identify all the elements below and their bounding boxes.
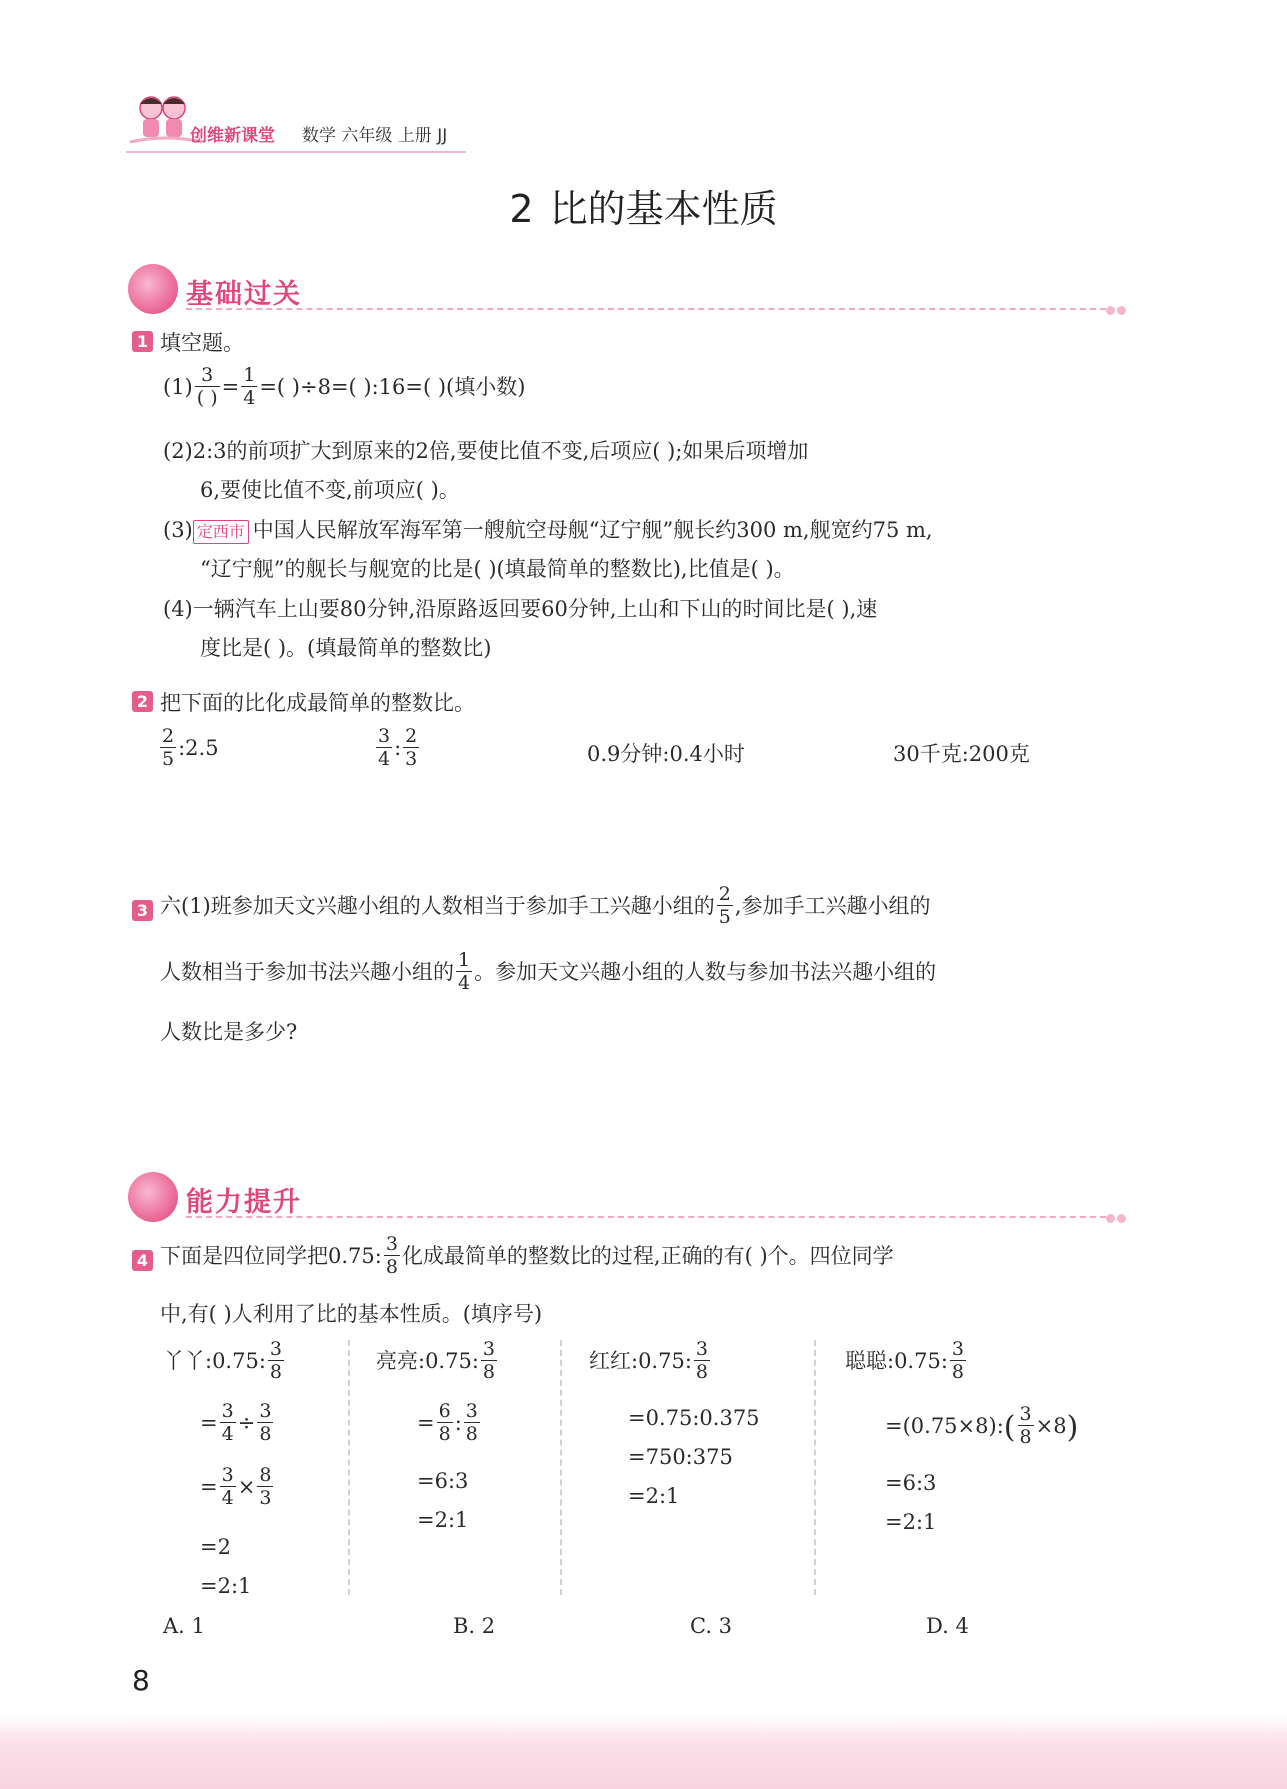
fraction-denominator: ( )	[196, 387, 218, 409]
fraction-denominator: 4	[378, 748, 391, 770]
paren-left: (	[1003, 1410, 1016, 1445]
fraction-numerator: 3	[201, 364, 214, 386]
section-dots-icon	[1104, 1208, 1126, 1227]
section-mascot-icon	[128, 1172, 178, 1222]
option-a: A. 1	[163, 1614, 205, 1638]
student-name: 红红:0.75:	[589, 1349, 692, 1373]
student-yaya-step: =2	[200, 1535, 231, 1559]
fraction-denominator: 4	[221, 1423, 234, 1445]
question-marker: 3	[132, 900, 153, 921]
fraction	[384, 1233, 400, 1278]
fraction-denominator: 4	[458, 972, 471, 994]
fraction-denominator: 8	[259, 1423, 272, 1445]
ratio-sign: :	[394, 736, 402, 760]
q1-part4-line2: 度比是( )。(填最简单的整数比)	[200, 636, 492, 660]
step-text: ×8	[1035, 1414, 1067, 1438]
header-underline	[126, 151, 466, 153]
student-liangliang-step: =6:3	[417, 1469, 469, 1493]
column-divider	[814, 1340, 816, 1595]
q3-text: 六(1)班参加天文兴趣小组的人数相当于参加手工兴趣小组的	[160, 894, 715, 918]
fraction-numerator: 3	[482, 1338, 496, 1360]
q1-part4-line1: (4)一辆汽车上山要80分钟,沿原路返回要60分钟,上山和下山的时间比是( ),速	[163, 597, 878, 621]
q4-text: 下面是四位同学把0.75:	[160, 1244, 382, 1268]
fraction	[220, 1400, 236, 1445]
q1-part3-line2: “辽宁舰”的舰长与舰宽的比是( )(填最简单的整数比),比值是( )。	[200, 557, 795, 581]
fraction-numerator: 3	[1019, 1403, 1032, 1425]
q1-part2-line1: (2)2:3的前项扩大到原来的2倍,要使比值不变,后项应( );如果后项增加	[163, 439, 809, 463]
column-divider	[348, 1340, 350, 1595]
q3-line1	[160, 885, 931, 930]
fraction-numerator: 3	[269, 1338, 283, 1360]
question-marker: 2	[132, 691, 153, 712]
q1-part3-text: 中国人民解放军海军第一艘航空母舰“辽宁舰”舰长约300 m,舰宽约75 m,	[252, 518, 933, 542]
fraction	[376, 725, 392, 770]
q1-part2-line2: 6,要使比值不变,前项应( )。	[200, 478, 460, 502]
q2-item-1-rest: :2.5	[178, 736, 219, 760]
student-congcong-step	[885, 1405, 1078, 1450]
fraction-denominator: 5	[718, 906, 731, 928]
fraction	[220, 1464, 236, 1509]
fraction	[481, 1338, 497, 1383]
q4-line2: 中,有( )人利用了比的基本性质。(填序号)	[160, 1302, 543, 1326]
fraction-denominator: 8	[695, 1361, 709, 1383]
fraction	[257, 1464, 273, 1509]
operator: ÷	[237, 1411, 256, 1435]
fraction-numerator: 3	[951, 1338, 965, 1360]
q1-part1-rest: =( )÷8=( ):16=( )(填小数)	[259, 375, 526, 399]
student-congcong-step: =6:3	[885, 1471, 937, 1495]
fraction-denominator: 5	[162, 748, 175, 770]
q1-part1-label: (1)	[163, 375, 193, 399]
section-mascot-icon	[128, 264, 178, 314]
question-marker: 1	[132, 331, 153, 352]
fraction-numerator: 3	[465, 1400, 478, 1422]
student-honghong-step: =2:1	[628, 1484, 680, 1508]
q3-text: ,参加手工兴趣小组的	[734, 894, 931, 918]
student-yaya-step	[200, 1466, 275, 1511]
equals-sign: =	[200, 1475, 218, 1499]
q1-part3-label: (3)	[163, 518, 193, 542]
student-yaya-step	[200, 1402, 275, 1447]
student-yaya-header	[163, 1340, 286, 1385]
section-dots-icon	[1104, 300, 1126, 319]
q1-part1	[163, 366, 525, 411]
fraction-numerator: 1	[243, 364, 256, 386]
q2-item-4: 30千克:200克	[893, 742, 1030, 766]
q1-stem: 填空题。	[160, 331, 244, 355]
student-yaya-step: =2:1	[200, 1574, 252, 1598]
operator: ×	[237, 1475, 256, 1499]
column-divider	[560, 1340, 562, 1595]
q3-line3: 人数比是多少?	[160, 1020, 298, 1044]
paren-right: )	[1066, 1410, 1079, 1445]
fraction-denominator: 3	[405, 748, 418, 770]
footer-band	[0, 1715, 1287, 1789]
option-d: D. 4	[926, 1614, 969, 1638]
fraction-numerator: 3	[259, 1400, 272, 1422]
fraction	[195, 364, 220, 409]
student-liangliang-step	[417, 1402, 482, 1447]
fraction	[257, 1400, 273, 1445]
fraction-denominator: 8	[385, 1256, 398, 1278]
q3-text: 人数相当于参加书法兴趣小组的	[160, 960, 454, 984]
fraction-numerator: 3	[695, 1338, 709, 1360]
step-text: =(0.75×8):	[885, 1414, 1004, 1438]
fraction	[437, 1400, 453, 1445]
fraction-denominator: 8	[269, 1361, 283, 1383]
equals-sign: =	[221, 375, 240, 399]
operator: :	[454, 1411, 462, 1435]
student-congcong-step: =2:1	[885, 1510, 937, 1534]
page-number: 8	[132, 1664, 150, 1697]
fraction	[241, 364, 257, 409]
fraction-numerator: 2	[718, 883, 731, 905]
fraction	[268, 1338, 284, 1383]
fraction	[403, 725, 419, 770]
section-title-advanced: 能力提升	[186, 1187, 302, 1218]
fraction-numerator: 3	[385, 1233, 398, 1255]
fraction-numerator: 6	[438, 1400, 451, 1422]
student-honghong-step: =750:375	[628, 1445, 733, 1469]
q3-line2	[160, 951, 936, 996]
fraction-numerator: 8	[259, 1464, 272, 1486]
student-honghong-step: =0.75:0.375	[628, 1406, 760, 1430]
student-name: 丫丫:0.75:	[163, 1349, 266, 1373]
fraction-denominator: 4	[221, 1487, 234, 1509]
question-marker: 4	[132, 1250, 153, 1271]
lesson-title	[0, 178, 1287, 233]
student-name: 聪聪:0.75:	[845, 1349, 948, 1373]
fraction-numerator: 3	[221, 1464, 234, 1486]
region-tag: 定西市	[193, 520, 249, 544]
fraction	[160, 725, 176, 770]
equals-sign: =	[200, 1411, 218, 1435]
fraction-numerator: 2	[162, 725, 175, 747]
fraction-denominator: 3	[259, 1487, 272, 1509]
section-divider	[186, 308, 1106, 310]
q2-item-1	[158, 727, 219, 772]
student-liangliang-header	[376, 1340, 499, 1385]
equals-sign: =	[417, 1411, 435, 1435]
fraction-numerator: 3	[378, 725, 391, 747]
option-b: B. 2	[453, 1614, 496, 1638]
fraction	[464, 1400, 480, 1445]
lesson-title-text: 比的基本性质	[549, 187, 778, 231]
section-title-basic: 基础过关	[186, 279, 302, 310]
student-honghong-header	[589, 1340, 712, 1385]
q4-line1	[160, 1235, 894, 1280]
lesson-number: 2	[509, 187, 534, 231]
fraction-denominator: 8	[951, 1361, 965, 1383]
q3-text: 。参加天文兴趣小组的人数与参加书法兴趣小组的	[474, 960, 937, 984]
fraction-denominator: 8	[465, 1423, 478, 1445]
fraction	[456, 949, 472, 994]
q1-part3-line1	[163, 514, 933, 544]
q2-item-2	[374, 727, 421, 772]
q2-item-3: 0.9分钟:0.4小时	[587, 742, 745, 766]
fraction-numerator: 2	[405, 725, 418, 747]
book-meta: 数学 六年级 上册 JJ	[302, 126, 448, 146]
q2-stem: 把下面的比化成最简单的整数比。	[160, 691, 475, 715]
option-c: C. 3	[690, 1614, 733, 1638]
fraction-denominator: 8	[482, 1361, 496, 1383]
fraction	[1018, 1403, 1034, 1448]
fraction-denominator: 4	[243, 387, 256, 409]
fraction	[694, 1338, 710, 1383]
brand-name: 创维新课堂	[190, 126, 275, 146]
fraction-numerator: 1	[458, 949, 471, 971]
fraction-denominator: 8	[438, 1423, 451, 1445]
q4-text: 化成最简单的整数比的过程,正确的有( )个。四位同学	[401, 1244, 894, 1268]
fraction-numerator: 3	[221, 1400, 234, 1422]
fraction	[950, 1338, 966, 1383]
section-divider	[186, 1216, 1106, 1218]
fraction	[717, 883, 733, 928]
fraction-denominator: 8	[1019, 1426, 1032, 1448]
student-liangliang-step: =2:1	[417, 1508, 469, 1532]
student-name: 亮亮:0.75:	[376, 1349, 479, 1373]
student-congcong-header	[845, 1340, 968, 1385]
